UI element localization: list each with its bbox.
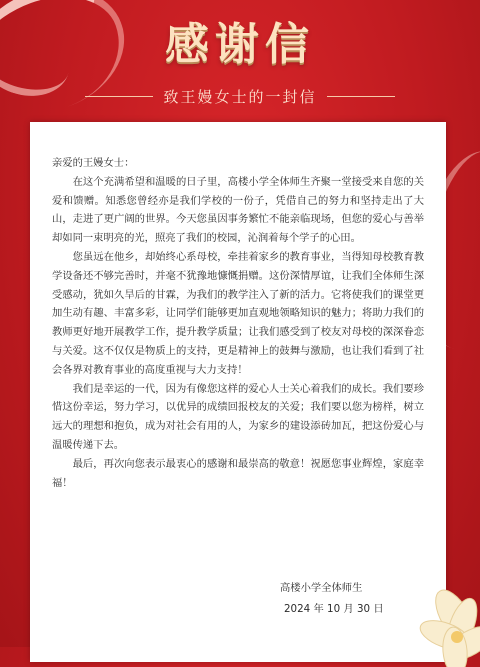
letter-body: [52, 154, 424, 492]
paragraph: 我们是幸运的一代，因为有像您这样的爱心人士关心着我们的成长。我们要珍惜这份幸运，努力学习，以优异的成绩回报校友的关爱；我们要以您为榜样，树立远大的理想和抱负，成为对社会有用的人，为家乡的建设添砖加瓦，把这份爱心与温暖传递下去。: [52, 382, 424, 451]
paragraph: 您虽远在他乡，却始终心系母校，牵挂着家乡的教育事业，当得知母校教育教学设备还不够完善时，并毫不犹豫地慷慨捐赠。这份深情厚谊，让我们全体师生深受感动，犹如久旱后的甘霖，为我们的教学注入了新的活力。它将使我们的课堂更加生动有趣、丰富多彩，让同学们能够更加直观地领略知识的魅力；将助力我们的教师更好地开展教学工作，提升教学质量；让我们感受到了校友对母校的深深眷恋与关爱。这不仅仅是物质上的支持，更是精神上的鼓舞与激励，也让我们看到了社会各界对教育事业的高度重视与大力支持！: [52, 250, 424, 376]
divider: [327, 96, 395, 97]
greeting: 亲爱的王嫚女士：: [52, 157, 135, 169]
page-title: 感谢信: [165, 19, 315, 70]
flower-icon: [400, 547, 480, 667]
date: 2024 年 10 月 30 日: [284, 603, 384, 615]
paragraph: 最后，再次向您表示最衷心的感谢和最崇高的敬意！祝愿您事业辉煌，家庭幸福！: [52, 457, 424, 489]
subtitle-row: [0, 84, 480, 108]
divider: [85, 96, 153, 97]
letter-paper: [30, 122, 446, 662]
paragraph: 在这个充满希望和温暖的日子里，高楼小学全体师生齐聚一堂接受来自您的关爱和馈赠。知悉您曾经亦是我们学校的一份子，凭借自己的努力和坚持走出了大山，走进了更广阔的世界。今天您虽因事务繁忙不能亲临现场，但您的爱心与善举却如同一束明亮的光，照亮了我们的校园，沁润着每个学子的心田。: [52, 175, 424, 245]
subtitle: 致王嫚女士的一封信: [163, 87, 317, 106]
signature: 高楼小学全体师生: [280, 582, 363, 594]
signature-block: [280, 578, 384, 620]
